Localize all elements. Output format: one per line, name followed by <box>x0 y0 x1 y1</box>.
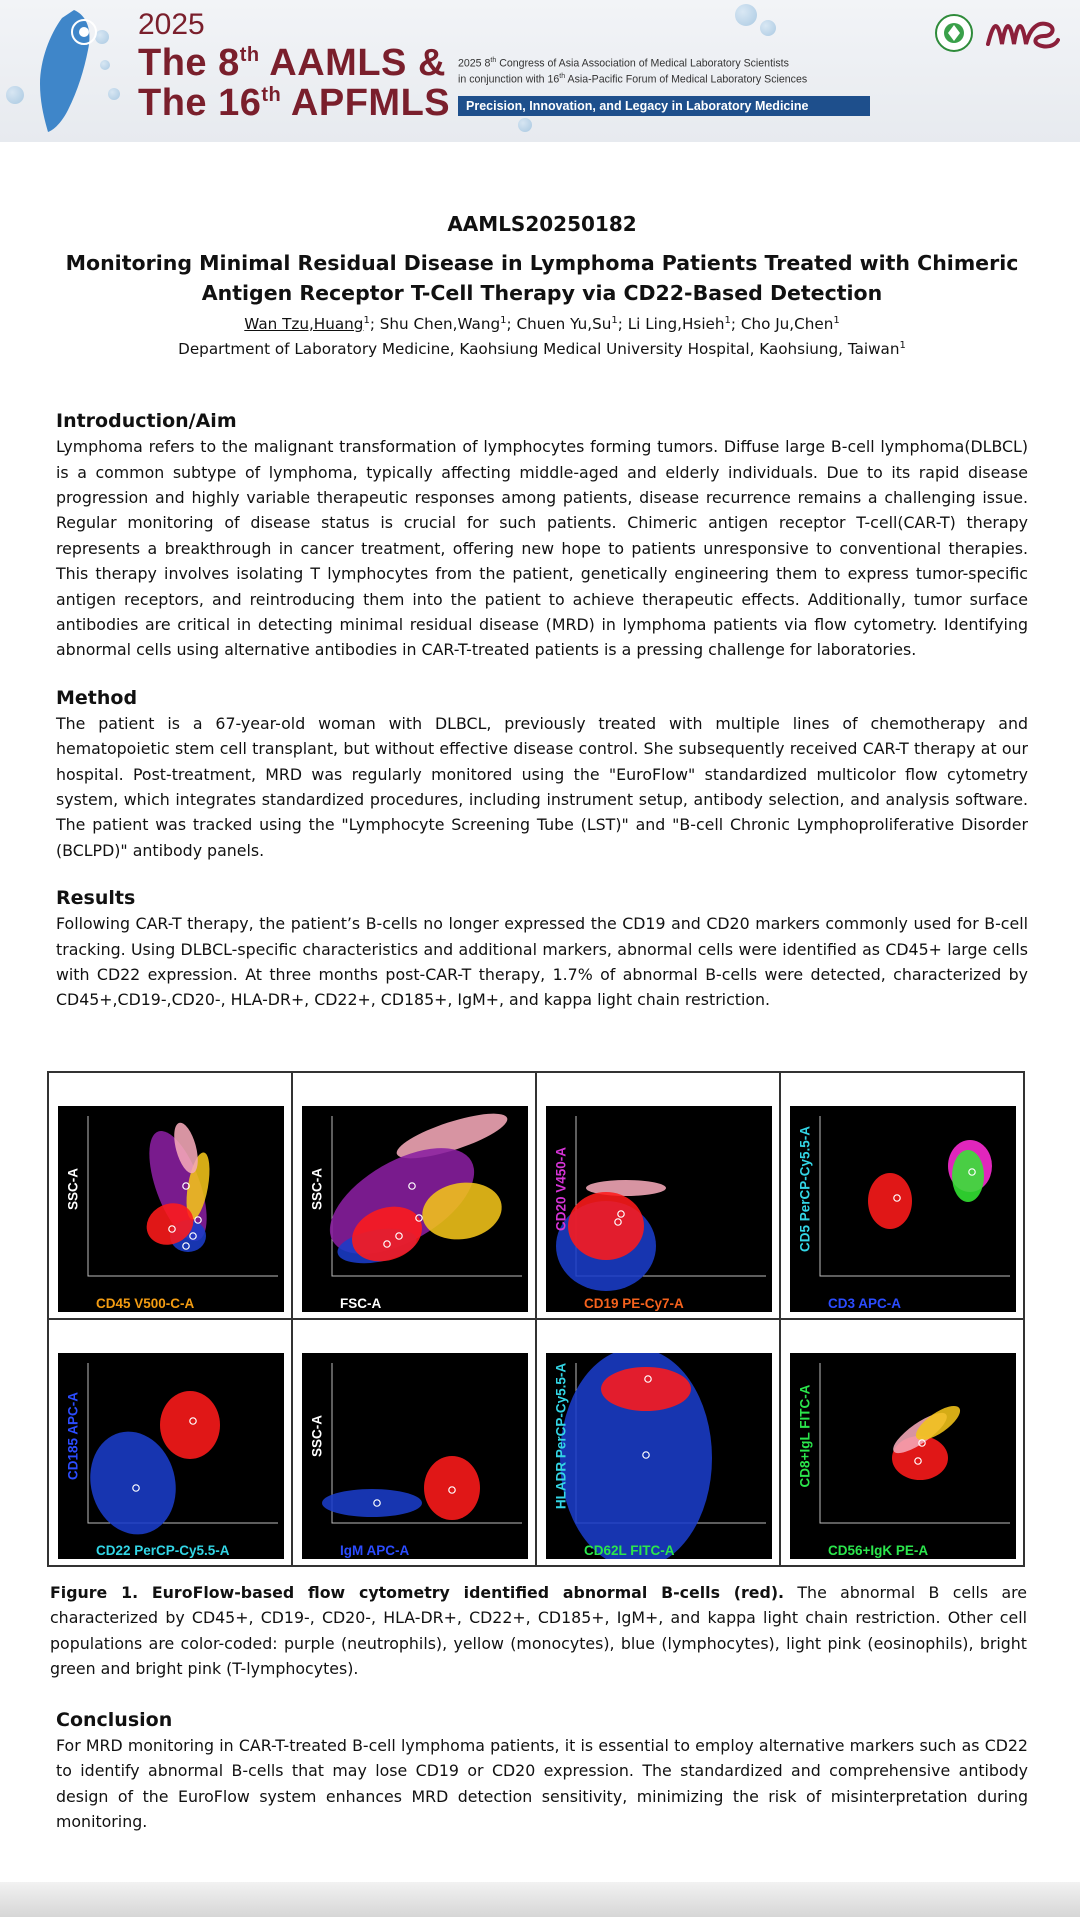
section-text: Lymphoma refers to the malignant transformation of lymphocytes forming tumors. Diffuse large B-cell lymphoma(DLBCL) is a common subtype of lymphoma, typically affecting middle-aged and elderly individuals. Due to its rapid disease progression and highly variable therapeutic responses among patients, disease recurrence remains a challenging issue. Regular monitoring of disease status is crucial for such patients. Chimeric antigen receptor T-cell(CAR-T) therapy represents a breakthrough in cancer treatment, offering new hope to patients unresponsive to conventional therapies. This therapy involves isolating T lymphocytes from the patient, genetically engineering them to express tumor-specific antigen receptors, and reintroducing them into the patient to achieve therapeutic effects. Additionally, tumor surface antibodies are critical in detecting minimal residual disease (MRD) in lymphoma patients via flow cytometry. Identifying abnormal cells using alternative antibodies in CAR-T-treated patients is a pressing challenge for laboratories. <box>56 437 1028 660</box>
x-axis-label: CD3 APC-A <box>828 1296 902 1311</box>
author-name: Cho Ju,Chen <box>740 315 834 334</box>
cell-population <box>568 1192 644 1260</box>
y-axis-label <box>60 1353 86 1518</box>
y-axis-label-text: SSC-A <box>309 1167 325 1210</box>
cell-population <box>868 1173 912 1229</box>
figure-panel <box>536 1072 780 1319</box>
scatter-plot <box>302 1353 528 1559</box>
paper-body <box>56 200 1028 1013</box>
scatter-plot-canvas <box>546 1353 772 1559</box>
section-text: Following CAR-T therapy, the patient’s B-cells no longer expressed the CD19 and CD20 markers commonly used for B-cell tracking. Using DLBCL-specific characteristics and additional markers, abnormal cells were identified as CD45+ large cells with CD22 expression. At three months post-CAR-T therapy, 1.7% of abnormal B-cells were detected, characterized by CD45+,CD19-,CD20-, HLA-DR+, CD22+, CD185+, IgM+, and kappa light chain restriction. <box>56 914 1028 1010</box>
scatter-plot-canvas <box>546 1106 772 1312</box>
banner-tagline: Precision, Innovation, and Legacy in Laboratory Medicine <box>458 96 870 116</box>
y-axis-label <box>304 1106 330 1271</box>
banner-subtitle-2: in conjunction with 16th Asia-Pacific Forum of Medical Laboratory Sciences <box>458 73 808 86</box>
society-seal-icon <box>934 13 974 53</box>
scatter-plot <box>58 1353 284 1559</box>
conference-banner <box>0 0 1080 142</box>
scatter-plot-canvas <box>302 1353 528 1559</box>
section-heading: Introduction/Aim <box>56 410 237 433</box>
author-affiliation-mark: 1 <box>363 315 370 326</box>
figure-label: Figure 1. EuroFlow-based flow cytometry identified abnormal B-cells (red). <box>50 1583 785 1602</box>
x-axis-label: CD19 PE-Cy7-A <box>584 1296 684 1311</box>
cell-population <box>424 1456 480 1520</box>
abstract-code: AAMLS20250182 <box>447 212 637 236</box>
plot-axes <box>820 1116 1010 1276</box>
affiliation: Department of Laboratory Medicine, Kaohsiung Medical University Hospital, Kaohsiung, Taiwan$^1$ <box>178 340 906 359</box>
taiwan-map-icon <box>30 6 100 134</box>
author-affiliation-mark: 1 <box>611 315 618 326</box>
y-axis-label-text: SSC-A <box>65 1167 81 1210</box>
figure-panel <box>780 1319 1024 1566</box>
y-axis-label-text: CD8+IgL FITC-A <box>797 1384 813 1487</box>
y-axis-label <box>548 1353 574 1518</box>
scatter-plot-canvas <box>58 1353 284 1559</box>
scatter-plot <box>546 1106 772 1312</box>
section-conclusion <box>56 1707 1028 1835</box>
y-axis-label <box>792 1353 818 1518</box>
author-separator: ; <box>730 315 741 334</box>
x-axis-label: CD62L FITC-A <box>584 1543 675 1558</box>
x-axis-label: CD56+IgK PE-A <box>828 1543 929 1558</box>
cell-population <box>601 1367 691 1411</box>
scatter-plot <box>302 1106 528 1312</box>
y-axis-label-text: HLADR PerCP-Cy5.5-A <box>553 1362 569 1509</box>
scatter-plot-canvas <box>790 1106 1016 1312</box>
banner-year: 2025 <box>138 8 205 41</box>
cell-population <box>322 1489 422 1517</box>
figure-panel <box>48 1072 292 1319</box>
y-axis-label-text: SSC-A <box>309 1414 325 1457</box>
author-separator: ; <box>617 315 628 334</box>
banner-subtitle-1: 2025 8th Congress of Asia Association of Medical Laboratory Scientists <box>458 57 789 70</box>
author-affiliation-mark: 1 <box>833 315 840 326</box>
scatter-plot <box>790 1353 1016 1559</box>
figure-panel <box>780 1072 1024 1319</box>
figure-panel <box>48 1319 292 1566</box>
figure-panel <box>536 1319 780 1566</box>
flow-cytometry-figure <box>47 1071 1025 1567</box>
y-axis-label <box>304 1353 330 1518</box>
banner-line-1: The 8th AAMLS & <box>138 42 446 84</box>
scatter-plot-canvas <box>790 1353 1016 1559</box>
x-axis-label: CD22 PerCP-Cy5.5-A <box>96 1543 230 1558</box>
figure-caption <box>50 1580 1027 1682</box>
section-text: For MRD monitoring in CAR-T-treated B-cell lymphoma patients, it is essential to employ alternative markers such as CD22 to identify abnormal B-cells that may lose CD19 or CD20 expression. The standardized and comprehensive antibody design of the EuroFlow system enhances MRD detection sensitivity, minimizing the risk of misinterpretation during monitoring. <box>56 1736 1028 1832</box>
x-axis-label: CD45 V500-C-A <box>96 1296 195 1311</box>
author-separator: ; <box>369 315 380 334</box>
author-name: Chuen Yu,Su <box>516 315 612 334</box>
author-list <box>56 310 1028 335</box>
scatter-plot <box>546 1353 772 1559</box>
author-name: Li Ling,Hsieh <box>627 315 725 334</box>
scatter-plot-canvas <box>302 1106 528 1312</box>
author-separator: ; <box>506 315 517 334</box>
banner-line-2: The 16th APFMLS <box>138 82 451 124</box>
figure-panel <box>292 1072 536 1319</box>
x-axis-label: FSC-A <box>340 1296 382 1311</box>
section-heading: Results <box>56 887 136 910</box>
section-heading: Method <box>56 686 138 709</box>
figure-panel <box>292 1319 536 1566</box>
section-text: The patient is a 67-year-old woman with DLBCL, previously treated with multiple lines of chemotherapy and hematopoietic stem cell transplant, but without effective disease control. She subsequently received CAR-T therapy at our hospital. Post-treatment, MRD was regularly monitored using the "EuroFlow" standardized multicolor flow cytometry system, which integrates standardized procedures, including instrument setup, antibody selection, and analysis software. The patient was tracked using the "Lymphocyte Screening Tube (LST)" and "B-cell Chronic Lymphoproliferative Disorder (BCLPD)" antibody panels. <box>56 713 1028 860</box>
scatter-plot <box>58 1106 284 1312</box>
y-axis-label-text: CD185 APC-A <box>65 1391 81 1480</box>
y-axis-label <box>60 1106 86 1271</box>
scatter-plot <box>790 1106 1016 1312</box>
footer-bar <box>0 1882 1080 1917</box>
author-name: Wan Tzu,Huang <box>244 315 364 334</box>
section-heading: Conclusion <box>56 1709 173 1731</box>
aams-logo-icon <box>984 14 1060 50</box>
section-method <box>56 685 1028 863</box>
x-axis-label: IgM APC-A <box>340 1543 410 1558</box>
author-affiliation-mark: 1 <box>500 315 507 326</box>
cell-population <box>160 1391 220 1459</box>
y-axis-label-text: CD20 V450-A <box>553 1146 569 1231</box>
section-introduction <box>56 408 1028 663</box>
scatter-plot-canvas <box>58 1106 284 1312</box>
paper-title: Monitoring Minimal Residual Disease in Lymphoma Patients Treated with Chimeric Antigen Receptor T-Cell Therapy via CD22-Based Detection <box>65 251 1019 305</box>
cell-population <box>952 1150 984 1202</box>
y-axis-label <box>548 1106 574 1271</box>
y-axis-label-text: CD5 PerCP-Cy5.5-A <box>797 1125 813 1252</box>
author-name: Shu Chen,Wang <box>379 315 501 334</box>
figure-caption-text: The abnormal B cells are characterized by CD45+, CD19-, CD20-, HLA-DR+, CD22+, CD185+, IgM+, and kappa light chain restriction. Other cell populations are color-coded: purple (neutrophils), yellow (monocytes), blue (lymphocytes), light pink (eosinophils), bright green and bright pink (T-lymphocytes). <box>50 1583 1028 1679</box>
y-axis-label <box>792 1106 818 1271</box>
section-results <box>56 885 1028 1013</box>
author-affiliation-mark: 1 <box>724 315 731 326</box>
